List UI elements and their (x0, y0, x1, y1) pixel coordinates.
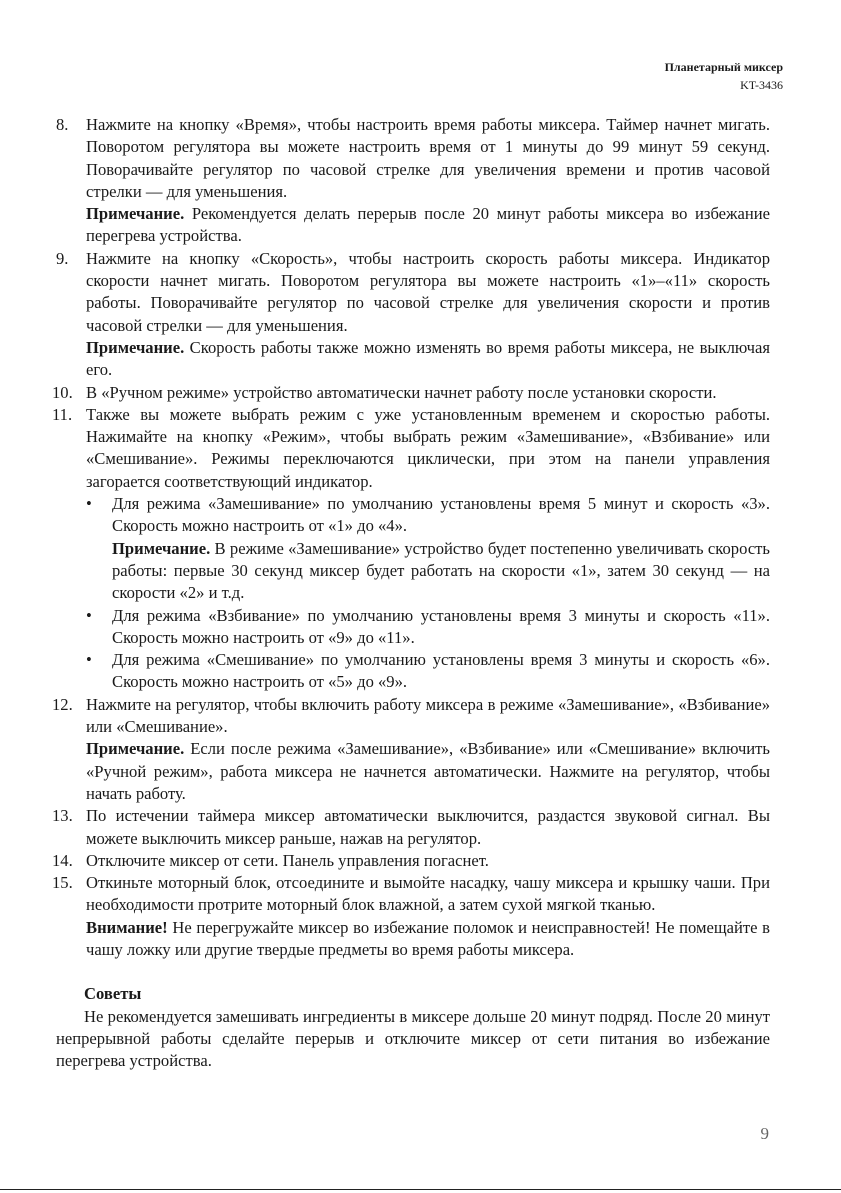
step-note (86, 203, 770, 248)
step-text: Откиньте моторный блок, отсоедините и вымойте насадку, чашу миксера и крышку чаши. При необходимости протрите моторный блок влажной, а затем сухой мягкой тканью. (86, 873, 770, 915)
note-text: Рекомендуется делать перерыв после 20 минут работы миксера во избежание перегрева устройства. (86, 204, 770, 246)
note-label: Примечание. (86, 337, 185, 357)
page-number: 9 (760, 1124, 769, 1143)
bullet-text: Для режима «Замешивание» по умолчанию установлены время 5 минут и скорость «3». Скорость можно настроить от «1» до «4». (112, 494, 770, 536)
header-title: Планетарный миксер (664, 60, 783, 74)
bullet-note (112, 538, 770, 605)
bullet-whipping (86, 605, 770, 650)
step-note (86, 738, 770, 805)
note-label: Примечание. (86, 204, 185, 224)
bullet-text: Для режима «Смешивание» по умолчанию установлены время 3 минуты и скорость «6». Скорость можно настроить от «5» до «9». (112, 650, 770, 692)
running-header (665, 58, 783, 94)
note-text: Скорость работы также можно изменять во время работы миксера, не выключая его. (86, 337, 770, 380)
tips-heading: Советы (84, 984, 142, 1004)
bullet-kneading (86, 493, 770, 604)
step-text: Нажмите на кнопку «Время», чтобы настроить время работы миксера. Таймер начнет мигать. Поворотом регулятора вы можете настроить время от 1 минуты до 99 минут 59 секунд. Поворачивайте регулятор по часовой стрелке для увеличения времени и против часовой стрелки — для уменьшения. (86, 115, 770, 201)
bullet-mixing (86, 649, 770, 694)
step-10 (52, 382, 770, 404)
bottom-rule (0, 1189, 841, 1190)
step-9 (56, 248, 770, 382)
step-number: 11. (52, 404, 73, 424)
warning-label: Внимание! (86, 917, 168, 937)
step-number: 14. (52, 850, 73, 870)
bullet-dot: • (86, 650, 92, 670)
note-text: В режиме «Замешивание» устройство будет постепенно увеличивать скорость работы: первые 30 секунд миксер будет работать на скорости «1», затем 30 секунд — на скорости «2» и т.д. (112, 538, 770, 603)
note-label: Примечание. (112, 538, 211, 558)
step-text: Нажмите на кнопку «Скорость», чтобы настроить скорость работы миксера. Индикатор скорости начнет мигать. Поворотом регулятора вы можете настроить «1»–«11» скорость работы. Поворачивайте регулятор по часовой стрелке для увеличения скорости и против часовой стрелки — для уменьшения. (86, 248, 770, 335)
step-number: 9. (56, 248, 69, 268)
step-number: 15. (52, 873, 73, 893)
bullet-dot: • (86, 494, 92, 514)
note-label: Примечание. (86, 739, 185, 759)
step-11 (52, 404, 770, 694)
step-text: В «Ручном режиме» устройство автоматически начнет работу после установки скорости. (86, 382, 717, 402)
step-number: 8. (56, 115, 69, 134)
warning-note (86, 917, 770, 962)
step-number: 10. (52, 382, 73, 402)
step-15 (52, 872, 770, 961)
step-12 (52, 694, 770, 805)
warning-text: Не перегружайте миксер во избежание поломок и неисправностей! Не помещайте в чашу ложку или другие твердые предметы во время работы миксера. (86, 917, 770, 959)
step-13 (52, 805, 770, 850)
bullet-text: Для режима «Взбивание» по умолчанию установлены время 3 минуты и скорость «11». Скорость можно настроить от «9» до «11». (112, 605, 770, 647)
step-text: Также вы можете выбрать режим с уже установленным временем и скоростью работы. Нажимайте на кнопку «Режим», чтобы выбрать режим «Замешивание», «Взбивание» или «Смешивание». Режимы переключаются циклически, при этом на панели управления загорается соответствующий индикатор. (86, 404, 770, 491)
tips-text: Не рекомендуется замешивать ингредиенты в миксере дольше 20 минут подряд. После 20 минут непрерывной работы сделайте перерыв и отключите миксер от сети питания во избежание перегрева устройства. (56, 1006, 770, 1071)
step-text: По истечении таймера миксер автоматически выключится, раздастся звуковой сигнал. Вы можете выключить миксер раньше, нажав на регулятор. (86, 806, 770, 848)
bullet-dot: • (86, 605, 92, 625)
note-text: Если после режима «Замешивание», «Взбивание» или «Смешивание» включить «Ручной режим», работа миксера не начнется автоматически. Нажмите на регулятор, чтобы начать работу. (86, 739, 770, 803)
step-text: Нажмите на регулятор, чтобы включить работу миксера в режиме «Замешивание», «Взбивание» или «Смешивание». (86, 694, 770, 737)
step-8 (56, 114, 770, 248)
step-number: 13. (52, 806, 73, 826)
step-14 (52, 850, 770, 872)
instructions (52, 114, 770, 1072)
header-model: KT-3436 (740, 78, 783, 92)
step-text: Отключите миксер от сети. Панель управления погаснет. (86, 850, 489, 870)
step-number: 12. (52, 694, 73, 714)
step-note (86, 337, 770, 382)
